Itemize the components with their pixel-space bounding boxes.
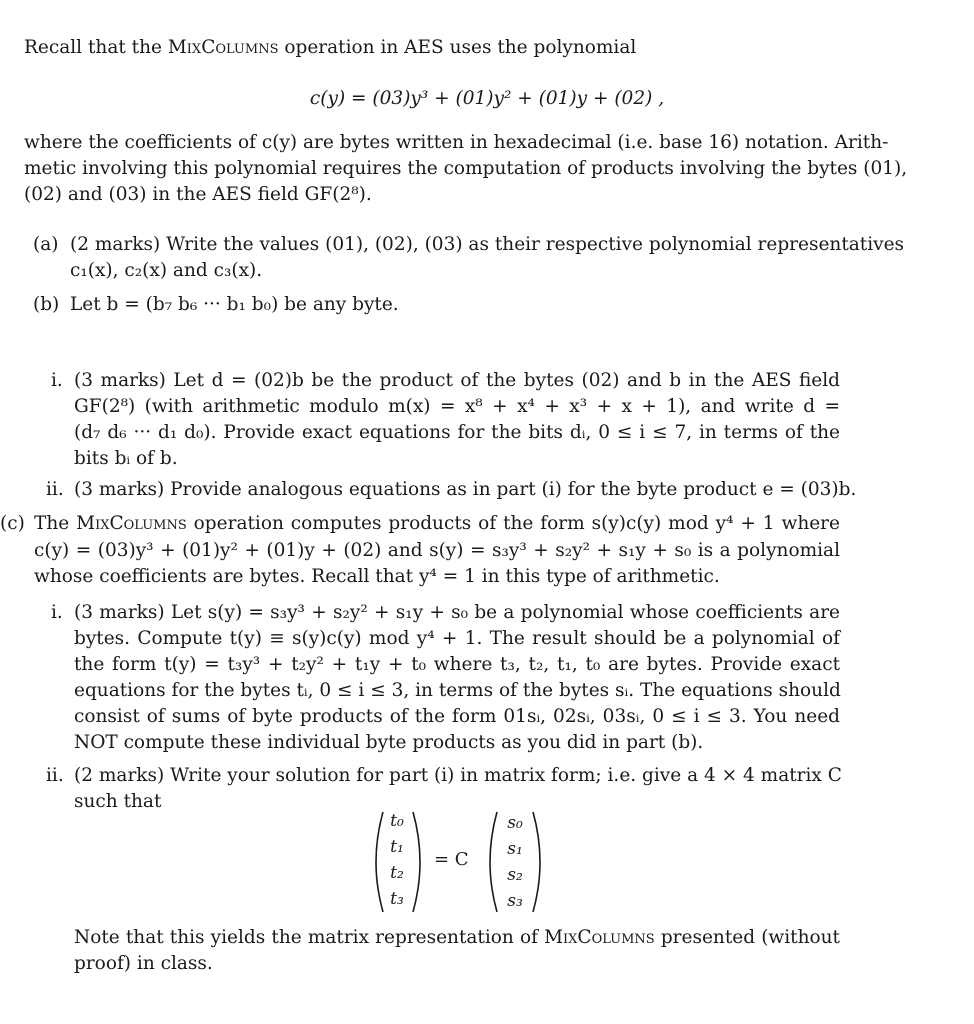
part-c-i-line-1: (3 marks) Let s(y) = s₃y³ + s₂y² + s₁y + s₀ be a polynomial whose coefficients are xyxy=(74,602,840,623)
right-paren-s xyxy=(530,810,550,914)
part-c-label: (c) xyxy=(0,513,25,534)
part-c-i-line-4: equations for the bytes tᵢ, 0 ≤ i ≤ 3, in terms of the bytes sᵢ. The equations should xyxy=(74,680,841,701)
t0-entry: t₀ xyxy=(390,811,404,831)
polynomial-equation: c(y) = (03)y³ + (01)y² + (01)y + (02) , xyxy=(309,88,665,109)
intro-line-3: metic involving this polynomial requires the computation of products involving the bytes (01), xyxy=(24,158,908,179)
part-c-line-2: c(y) = (03)y³ + (01)y² + (01)y + (02) and s(y) = s₃y³ + s₂y² + s₁y + s₀ is a polynomial xyxy=(34,540,840,561)
s3-entry: s₃ xyxy=(507,891,523,911)
part-b-i-line-3: (d₇ d₆ ··· d₁ d₀). Provide exact equations for the bits dᵢ, 0 ≤ i ≤ 7, in terms of the xyxy=(74,422,840,443)
part-b-ii-line-1: (3 marks) Provide analogous equations as in part (i) for the byte product e = (03)b. xyxy=(74,479,857,500)
intro-line-1: Recall that the MixColumns operation in AES uses the polynomial xyxy=(24,37,637,58)
part-a-label: (a) xyxy=(33,234,59,255)
mixcolumns-term: MixColumns xyxy=(544,927,655,948)
part-c-i-line-5: consist of sums of byte products of the form 01sᵢ, 02sᵢ, 03sᵢ, 0 ≤ i ≤ 3. You need xyxy=(74,706,840,727)
part-c-i-label: i. xyxy=(51,602,63,623)
part-c-line-1: The MixColumns operation computes products of the form s(y)c(y) mod y⁴ + 1 where xyxy=(34,513,840,534)
part-c-ii-line-1: (2 marks) Write your solution for part (i) in matrix form; i.e. give a 4 × 4 matrix C xyxy=(74,765,842,786)
equals-c: = C xyxy=(434,849,469,870)
intro-line-4: (02) and (03) in the AES field GF(2⁸). xyxy=(24,184,372,205)
intro-line-2: where the coefficients of c(y) are bytes written in hexadecimal (i.e. base 16) notation. Arith- xyxy=(24,132,889,153)
part-c-i-line-6: NOT compute these individual byte products as you did in part (b). xyxy=(74,732,704,753)
mixcolumns-term: MixColumns xyxy=(76,513,187,534)
part-c-i-line-3: the form t(y) = t₃y³ + t₂y² + t₁y + t₀ where t₃, t₂, t₁, t₀ are bytes. Provide exact xyxy=(74,654,840,675)
note-line-2: proof) in class. xyxy=(74,953,213,974)
t3-entry: t₃ xyxy=(390,889,404,909)
s2-entry: s₂ xyxy=(507,865,523,885)
part-b-i-line-4: bits bᵢ of b. xyxy=(74,448,178,469)
mixcolumns-term: MixColumns xyxy=(167,37,279,58)
part-b-i-label: i. xyxy=(51,370,63,391)
part-c-ii-label: ii. xyxy=(46,765,64,786)
t2-entry: t₂ xyxy=(390,863,404,883)
part-c-line-3: whose coefficients are bytes. Recall that y⁴ = 1 in this type of arithmetic. xyxy=(34,566,720,587)
part-b-i-line-1: (3 marks) Let d = (02)b be the product of the bytes (02) and b in the AES field xyxy=(74,370,840,391)
part-c-ii-line-2: such that xyxy=(74,791,162,812)
part-b-i-line-2: GF(2⁸) (with arithmetic modulo m(x) = x⁸ + x⁴ + x³ + x + 1), and write d = xyxy=(74,396,840,417)
part-b-text: Let b = (b₇ b₆ ··· b₁ b₀) be any byte. xyxy=(70,294,399,315)
note-line-1: Note that this yields the matrix representation of MixColumns presented (without xyxy=(74,927,840,948)
s1-entry: s₁ xyxy=(507,839,523,859)
part-b-label: (b) xyxy=(33,294,60,315)
t1-entry: t₁ xyxy=(390,837,404,857)
s0-entry: s₀ xyxy=(507,813,523,833)
part-b-ii-label: ii. xyxy=(46,479,64,500)
part-a-line-1: (2 marks) Write the values (01), (02), (03) as their respective polynomial representatives xyxy=(70,234,905,255)
part-c-i-line-2: bytes. Compute t(y) ≡ s(y)c(y) mod y⁴ + 1. The result should be a polynomial of xyxy=(74,628,840,649)
part-a-line-2: c₁(x), c₂(x) and c₃(x). xyxy=(70,260,263,281)
right-paren-t xyxy=(410,810,430,914)
